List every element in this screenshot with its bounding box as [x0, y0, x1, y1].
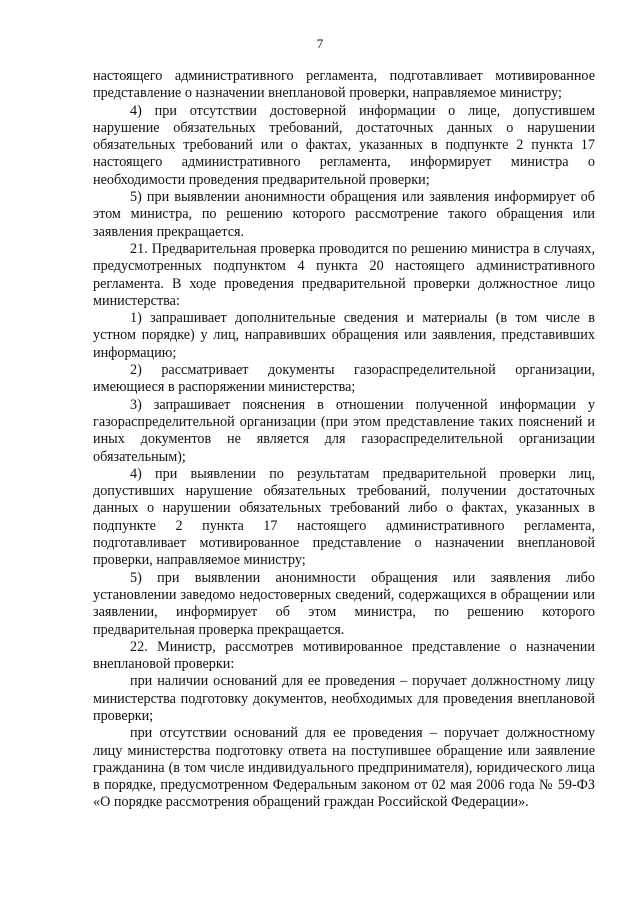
paragraph: настоящего административного регламента, подготавливает мотивированное представление о назначении внеплановой проверки, направляемое министру; [93, 68, 595, 102]
paragraph: 4) при отсутствии достоверной информации о лице, допустившем нарушение обязательных требований, достаточных данных о нарушении обязательных требований или о фактах, указанных в подпункте 2 пункта 17 настоящего административного регламента, информирует министра о необходимости проведения предварительной проверки; [93, 102, 595, 188]
page-number: 7 [316, 36, 324, 51]
paragraph: 1) запрашивает дополнительные сведения и материалы (в том числе в устном порядке) у лиц, направивших обращения или заявления, представивших информацию; [93, 310, 595, 361]
paragraph: 22. Министр, рассмотрев мотивированное представление о назначении внеплановой проверки: [93, 638, 595, 673]
paragraph: при наличии оснований для ее проведения – поручает должностному лицу министерства подготовку документов, необходимых для проведения внеплановой проверки; [93, 673, 595, 724]
paragraph: 21. Предварительная проверка проводится по решению министра в случаях, предусмотренных подпунктом 4 пункта 20 настоящего административного регламента. В ходе проведения предварительной проверки должностное лицо министерства: [93, 240, 595, 309]
paragraph: 2) рассматривает документы газораспределительной организации, имеющиеся в распоряжении министерства; [93, 362, 595, 396]
paragraph: 5) при выявлении анонимности обращения или заявления либо установлении заведомо недостоверных сведений, содержащихся в обращении или заявлении, информирует об этом министра, по решению которого предварительная проверка прекращается. [93, 569, 595, 638]
paragraph: 5) при выявлении анонимности обращения или заявления информирует об этом министра, по решению которого рассмотрение такого обращения или заявления прекращается. [93, 189, 595, 240]
document-body [93, 68, 595, 812]
paragraph: при отсутствии оснований для ее проведения – поручает должностному лицу министерства подготовку ответа на поступившее обращение или заявление гражданина (в том числе индивидуального предпринимателя), юридического лица в порядке, предусмотренном Федеральным законом от 02 мая 2006 года № 59-ФЗ «О порядке рассмотрения обращений граждан Российской Федерации». [93, 725, 595, 811]
paragraph: 3) запрашивает пояснения в отношении полученной информации у газораспределительной организации (при этом представление таких пояснений и иных документов не является для газораспределительной организации обязательным); [93, 396, 595, 465]
paragraph: 4) при выявлении по результатам предварительной проверки лиц, допустивших нарушение обязательных требований, получении достаточных данных о нарушении обязательных требований либо о фактах, указанных в подпункте 2 пункта 17 настоящего административного регламента, подготавливает мотивированное представление о назначении внеплановой проверки, направляемое министру; [93, 465, 595, 569]
